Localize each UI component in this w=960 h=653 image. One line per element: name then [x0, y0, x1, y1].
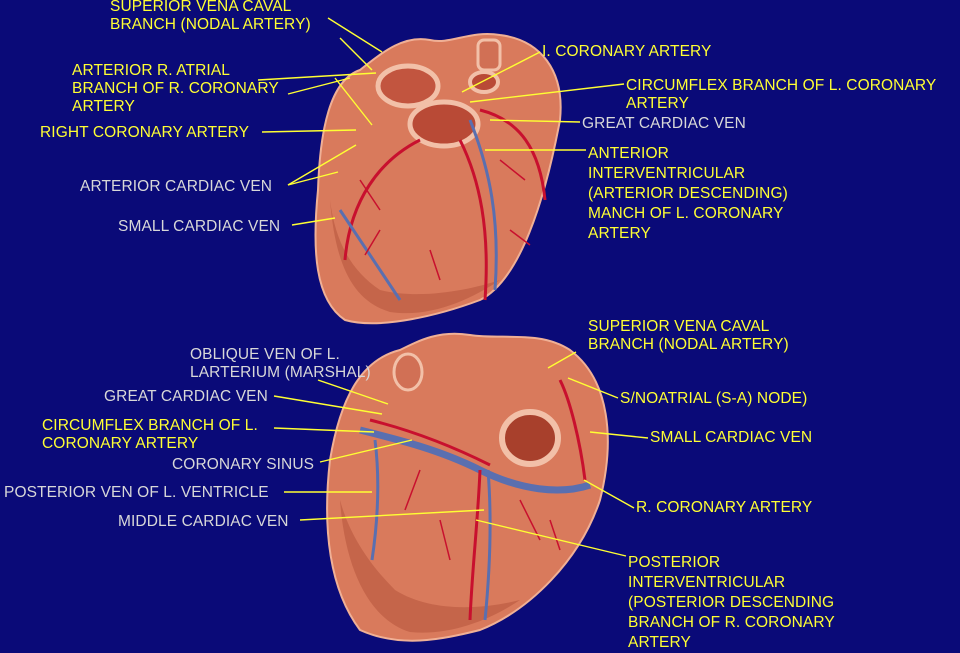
posterior-pulmonary-vein-opening — [394, 354, 422, 390]
label-left-coronary: I. CORONARY ARTERY — [542, 43, 712, 60]
label-circumflex-post: CIRCUMFLEX BRANCH OF L. CORONARY ARTERY — [42, 417, 258, 452]
anterior-svc-opening — [378, 66, 438, 106]
label-great-cardiac-vein-post: GREAT CARDIAC VEN — [104, 388, 268, 405]
posterior-svc-opening — [502, 412, 558, 464]
label-small-cardiac-vein: SMALL CARDIAC VEN — [118, 218, 281, 235]
label-anterior-interventricular: ANTERIOR INTERVENTRICULAR (ARTERIOR DESCENDING) MANCH OF L. CORONARY ARTERY — [588, 145, 788, 242]
label-svc-branch: SUPERIOR VENA CAVAL BRANCH (NODAL ARTERY) — [110, 0, 311, 33]
label-posterior-vein: POSTERIOR VEN OF L. VENTRICLE — [4, 484, 269, 501]
label-sa-node: S/NOATRIAL (S-A) NODE) — [620, 390, 808, 407]
anterior-vessel-stump — [478, 40, 500, 70]
label-great-cardiac-vein: GREAT CARDIAC VEN — [582, 115, 746, 132]
label-svc-branch-post: SUPERIOR VENA CAVAL BRANCH (NODAL ARTERY) — [588, 318, 789, 353]
label-middle-cardiac-vein: MIDDLE CARDIAC VEN — [118, 513, 289, 530]
label-circumflex: CIRCUMFLEX BRANCH OF L. CORONARY ARTERY — [626, 77, 937, 112]
label-atrial-branch: ARTERIOR R. ATRIAL BRANCH OF R. CORONARY ARTERY — [72, 62, 279, 115]
leader-svc-branch — [328, 18, 382, 52]
label-coronary-sinus: CORONARY SINUS — [172, 456, 315, 473]
anterior-aorta-opening — [410, 102, 478, 146]
label-right-coronary: RIGHT CORONARY ARTERY — [40, 124, 250, 141]
label-anterior-cardiac-vein: ARTERIOR CARDIAC VEN — [80, 178, 273, 195]
label-posterior-interventricular: POSTERIOR INTERVENTRICULAR (POSTERIOR DESCENDING BRANCH OF R. CORONARY ARTERY — [628, 554, 835, 651]
anterior-heart — [315, 34, 560, 323]
label-right-coronary-post: R. CORONARY ARTERY — [636, 499, 813, 516]
label-small-cardiac-vein-post: SMALL CARDIAC VEN — [650, 429, 813, 446]
label-oblique-vein: OBLIQUE VEN OF L. LARTERIUM (MARSHAL) — [190, 346, 371, 381]
